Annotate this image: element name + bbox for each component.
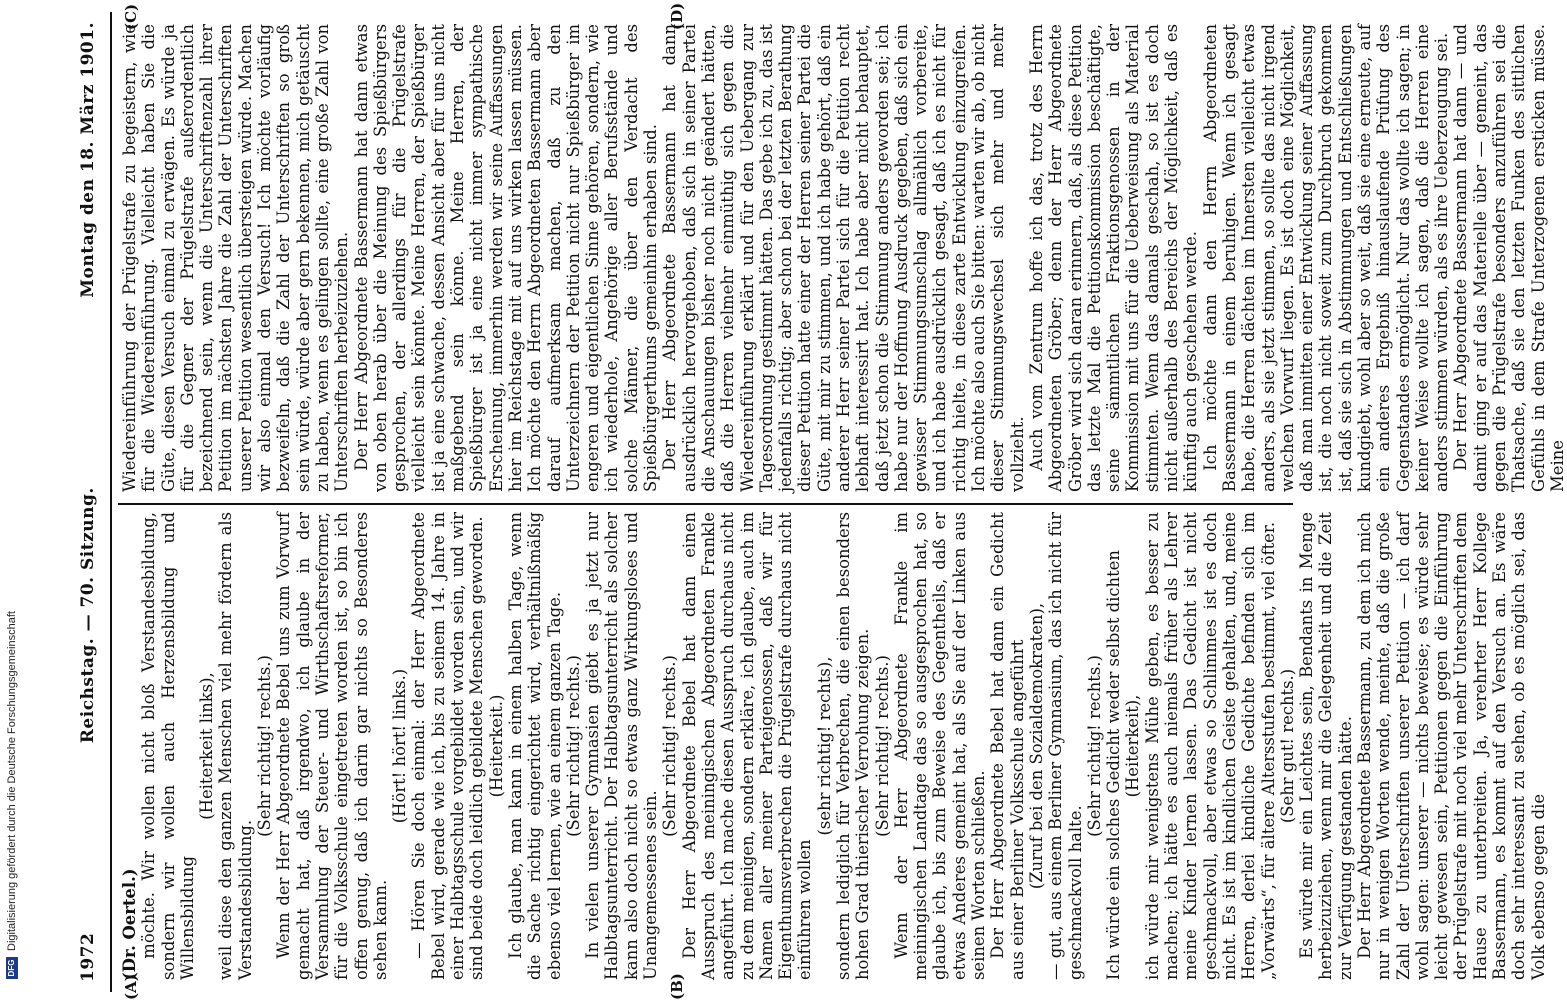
interjection: (Sehr richtig! rechts.)	[1084, 655, 1104, 837]
paragraph: Der Herr Abgeordnete Bassermann, zu dem ich mich nur in wenigen Worten wende, meinte, daß die große Zahl der Unterschriften unserer Petition — ich darf wohl sagen: unserer — nichts beweise; es würde sehr leicht gewesen sein, Petitionen gegen die Einführung der Prügelstrafe mit noch viel mehr Unterschriften dem Hause zu unterbreiten. Ja, verehrter Herr Kollege Bassermann, es kommt auf den Versuch an. Es wäre doch sehr interessant zu sehen, ob es möglich sei, das Volk ebenso gegen die	[1355, 512, 1548, 980]
paragraph: Ich möchte dann den Herrn Abgeordneten Bassermann in einem beruhigen. Wenn ich gesagt habe, die Herren dächten im Innersten vielleicht etwas anders, als sie jetzt stimmen, so sollte das nicht irgend welchen Vorwurf liegen. Es ist doch eine Möglichkeit, daß man inmitten einer Entwicklung seiner Auffassung ist, die noch nicht soweit zum Durchbruch gekommen ist, daß sie sich in Abstimmungen und Entschließungen kundgiebt, wohl aber so weit, daß sie eine erneute, auf ein anderes Ergebniß hinauslaufende Prüfung des Gegenstandes ermöglicht. Nur das wollte ich sagen; in keiner Weise wollte ich sagen, daß die Herren eine anders stimmen würden, als es ihre Ueberzeugung sei.	[1200, 24, 1452, 492]
interjection: (Sehr richtig! rechts.)	[563, 655, 583, 837]
right-column	[120, 24, 1567, 492]
paragraph: Ich würde ein solches Gedicht weder selbst dichten	[1104, 550, 1124, 980]
running-header	[78, 22, 118, 982]
interjection: (Heiterkeit.)	[486, 694, 506, 798]
session-date: Montag den 18. März 1901.	[78, 22, 98, 298]
paragraph: Es würde mir ein Leichtes sein, Bendants in Menge herbeizuziehen, wenn mir die Gelegenheit und die Zeit zur Verfügung gestanden hätte.	[1297, 512, 1355, 980]
interjection: (Heiterkeit links),	[197, 672, 217, 820]
paragraph: Der Herr Abgeordnete Bassermann hat dann etwas von oben herab über die Meinung des Spießbürgers gesprochen, der allerdings für die Prügelstrafe vielleicht sein könnte. Meine Herren, der Spießbürger ist ja eine schwache, dessen Ansicht aber für uns nicht maßgebend sein könne. Meine Herren, der Spießbürger ist ja eine nicht immer sympathische Erscheinung, immerhin werden wir seine Auffassungen hier im Reichstage mit auf uns wirken lassen müssen. Ich möchte den Herrn Abgeordneten Bassermann aber darauf aufmerksam machen, daß zu den Unterzeichnern der Petition nicht nur Spießbürger im engeren und eigentlichen Sinne gehören, sondern, wie ich wiederhole, Angehörige aller Berufsstände und solche Männer, die über den Verdacht des Spießbürgerthums gemeinhin erhaben sind.	[351, 24, 661, 492]
interjection: (Heiterkeit),	[1123, 694, 1143, 798]
interjection: (sehr richtig! rechts),	[814, 656, 834, 836]
margin-mark-d: (D)	[668, 2, 686, 30]
paragraph: weil diese den ganzen Menschen viel mehr fördern als Verstandesbildung.	[216, 512, 255, 980]
paragraph: ich würde mir wenigstens Mühe geben, es besser zu machen; ich hätte es auch niemals früher als Lehrer meine Kinder lernen lassen. Das Gedicht ist nicht geschmackvoll, aber etwas so Schlimmes ist es doch nicht. Es ist im kindlichen Geiste gehalten, und, meine Herren, derlei kindliche Gedichte befinden sich im „Vorwärts“, für ältere Altersstufen bestimmt, viel öfter.	[1142, 512, 1278, 980]
paragraph: möchte. Wir wollen nicht bloß Verstandesbildung, sondern wir wollen auch Herzensbildung und Willensbildung	[139, 512, 197, 980]
paragraph: — gut, aus einem Berliner Gymnasium, das ich nicht für geschmackvoll halte.	[1046, 512, 1085, 980]
document-page	[70, 0, 1567, 1000]
funding-note: Digitalisierung gefördert durch die Deutsche Forschungsgemeinschaft	[6, 611, 18, 951]
interjection: (Sehr gut! rechts.)	[1277, 668, 1297, 824]
left-column	[120, 512, 1548, 980]
dfg-logo: DFG	[6, 957, 18, 979]
speaker-name: (Dr. Oertel.)	[120, 868, 139, 980]
paragraph: Ich glaube, man kann in einem halben Tage, wenn die Sache richtig eingerichtet wird, verhältnißmäßig ebenso viel lernen, wie an einem ganzen Tage.	[505, 512, 564, 980]
paragraph: Der Herr Abgeordnete Bassermann hat dann ausdrücklich hervorgehoben, daß sich in seiner Partei die Anschauungen bisher noch nicht geändert hätten, daß die Herren vielmehr einmüthig sich gegen die Wiedereinführung erklärt und für den Uebergang zur Tagesordnung gestimmt hätten. Das gebe ich zu, das ist jedenfalls richtig; aber schon bei der letzten Berathung dieser Petition hatte einer der Herren seiner Partei die Güte, mit mir zu stimmen, und ich habe gehört, daß ein anderer Herr seiner Partei sich für die Petition recht lebhaft interessirt hat. Ich habe aber nicht behauptet, daß jetzt schon die Stimmung anders geworden sei; ich habe nur der Hoffnung Ausdruck gegeben, daß sich ein gewisser Stimmungsumschlag allmählich vorbereite, und ich habe ausdrücklich gesagt, daß ich es nicht für richtig hielte, in diese zarte Entwicklung einzugreifen. Ich möchte also auch Sie bitten: warten wir ab, ob nicht dieser Stimmungswechsel sich mehr und mehr vollzieht.	[660, 24, 1027, 492]
interjection: (Sehr richtig! rechts.)	[872, 655, 892, 837]
margin-mark-a: (A)	[122, 974, 140, 1000]
header-rule	[110, 12, 112, 992]
paragraph: Der Herr Abgeordnete Bebel hat dann einen Ausspruch des meiningischen Abgeordneten Frankle angeführt. Ich mache diesen Ausspruch durchaus nicht zu dem meinigen, sondern erkläre, ich glaube, auch im Namen aller meiner Parteigenossen, daß wir für Eigenthumsverbrechen die Prügelstrafe durchaus nicht einführen wollen	[679, 512, 815, 980]
paragraph: In vielen unserer Gymnasien giebt es ja jetzt nur Halbtagsunterricht. Der Halbtagsunterricht als solcher kann also doch nicht so etwas ganz Wirkungsloses und Unangemessenes sein.	[583, 512, 661, 980]
margin-mark-b: (B)	[668, 973, 686, 1000]
paragraph: Wenn der Herr Abgeordnete Bebel uns zum Vorwurf gemacht hat, daß irgendwo, ich glaube in der Versammlung der Steuer- und Wirthschaftsreformer, für die Volksschule eingetreten worden ist, so bin ich offen genug, daß ich darin gar nichts so Besonderes sehen kann.	[274, 512, 390, 980]
paragraph: — Hören Sie doch einmal: der Herr Abgeordnete Bebel wird, gerade wie ich, bis zu seinem 14. Jahre in einer Halbtagsschule vorgebildet worden sein, und wir sind beide doch leidlich gebildete Menschen geworden.	[409, 512, 487, 980]
paragraph: Wenn der Herr Abgeordnete Frankle im meiningischen Landtage das so ausgesprochen hat, so glaube ich, bis zum Beweise des Gegentheils, daß er etwas Anderes gemeint hat, als Sie auf der Linken aus seinen Worten schließen.	[891, 512, 989, 980]
paragraph: Auch vom Zentrum hoffe ich das, trotz des Herrn Abgeordneten Gröber; denn der Herr Abgeordnete Gröber wird sich daran erinnern, daß, als diese Petition das letzte Mal die Petitionskommission beschäftigte, seine sämmtlichen Fraktionsgenossen in der Kommission mit uns für die Ueberweisung als Material stimmten. Wenn das damals geschah, so ist es doch nicht außerhalb des Bereichs der Möglichkeit, daß es künftig auch geschehen werde.	[1026, 24, 1201, 492]
paragraph: Der Herr Abgeordnete Bebel hat dann ein Gedicht aus einer Berliner Volksschule angeführt	[988, 512, 1027, 980]
interjection: (Zuruf bei den Sozialdemokraten),	[1026, 602, 1046, 890]
paragraph: Wiedereinführung der Prügelstrafe zu begeistern, wie für die Wiedereinführung. Vielleicht haben Sie die Güte, diesen Versuch einmal zu erwägen. Es würde ja für die Gegner der Prügelstrafe außerordentlich bezeichnend sein, wenn die Unterschriftenzahl ihrer Petition im nächsten Jahre die Zahl der Unterschriften unserer Petition wesentlich übersteigen würde. Machen wir also einmal den Versuch! Ich möchte vorläufig bezweifeln, daß die Zahl der Unterschriften so groß sein würde, würde aber gern bekennen, mich getäuscht zu haben, wenn es gelingen sollte, eine große Zahl von Unterschriften herbeizuziehen.	[120, 24, 352, 492]
interjection: (Sehr richtig! rechts.)	[660, 655, 680, 837]
session-title: Reichstag. — 70. Sitzung.	[78, 487, 98, 744]
page-number: 1972	[78, 932, 98, 982]
margin-mark-c: (C)	[122, 3, 140, 30]
digitization-footer	[4, 0, 20, 994]
interjection: (Sehr richtig! rechts.)	[255, 655, 275, 837]
paragraph: sondern lediglich für Verbrechen, die einen besonders hohen Grad thierischer Verrohung zeigen.	[833, 512, 873, 980]
paragraph: Der Herr Abgeordnete Bassermann hat dann — und damit ging er auf das Materielle über — gemeint, das gegen die Prügelstrafe besonders anzuführen sei die Thatsache, daß sie den letzten Funken des sittlichen Gefühls in dem Strafe Unterzogenen ersticken müsse. Meine	[1451, 24, 1567, 492]
column-divider	[118, 503, 1293, 505]
interjection: (Hört! hört! links.)	[390, 668, 410, 824]
